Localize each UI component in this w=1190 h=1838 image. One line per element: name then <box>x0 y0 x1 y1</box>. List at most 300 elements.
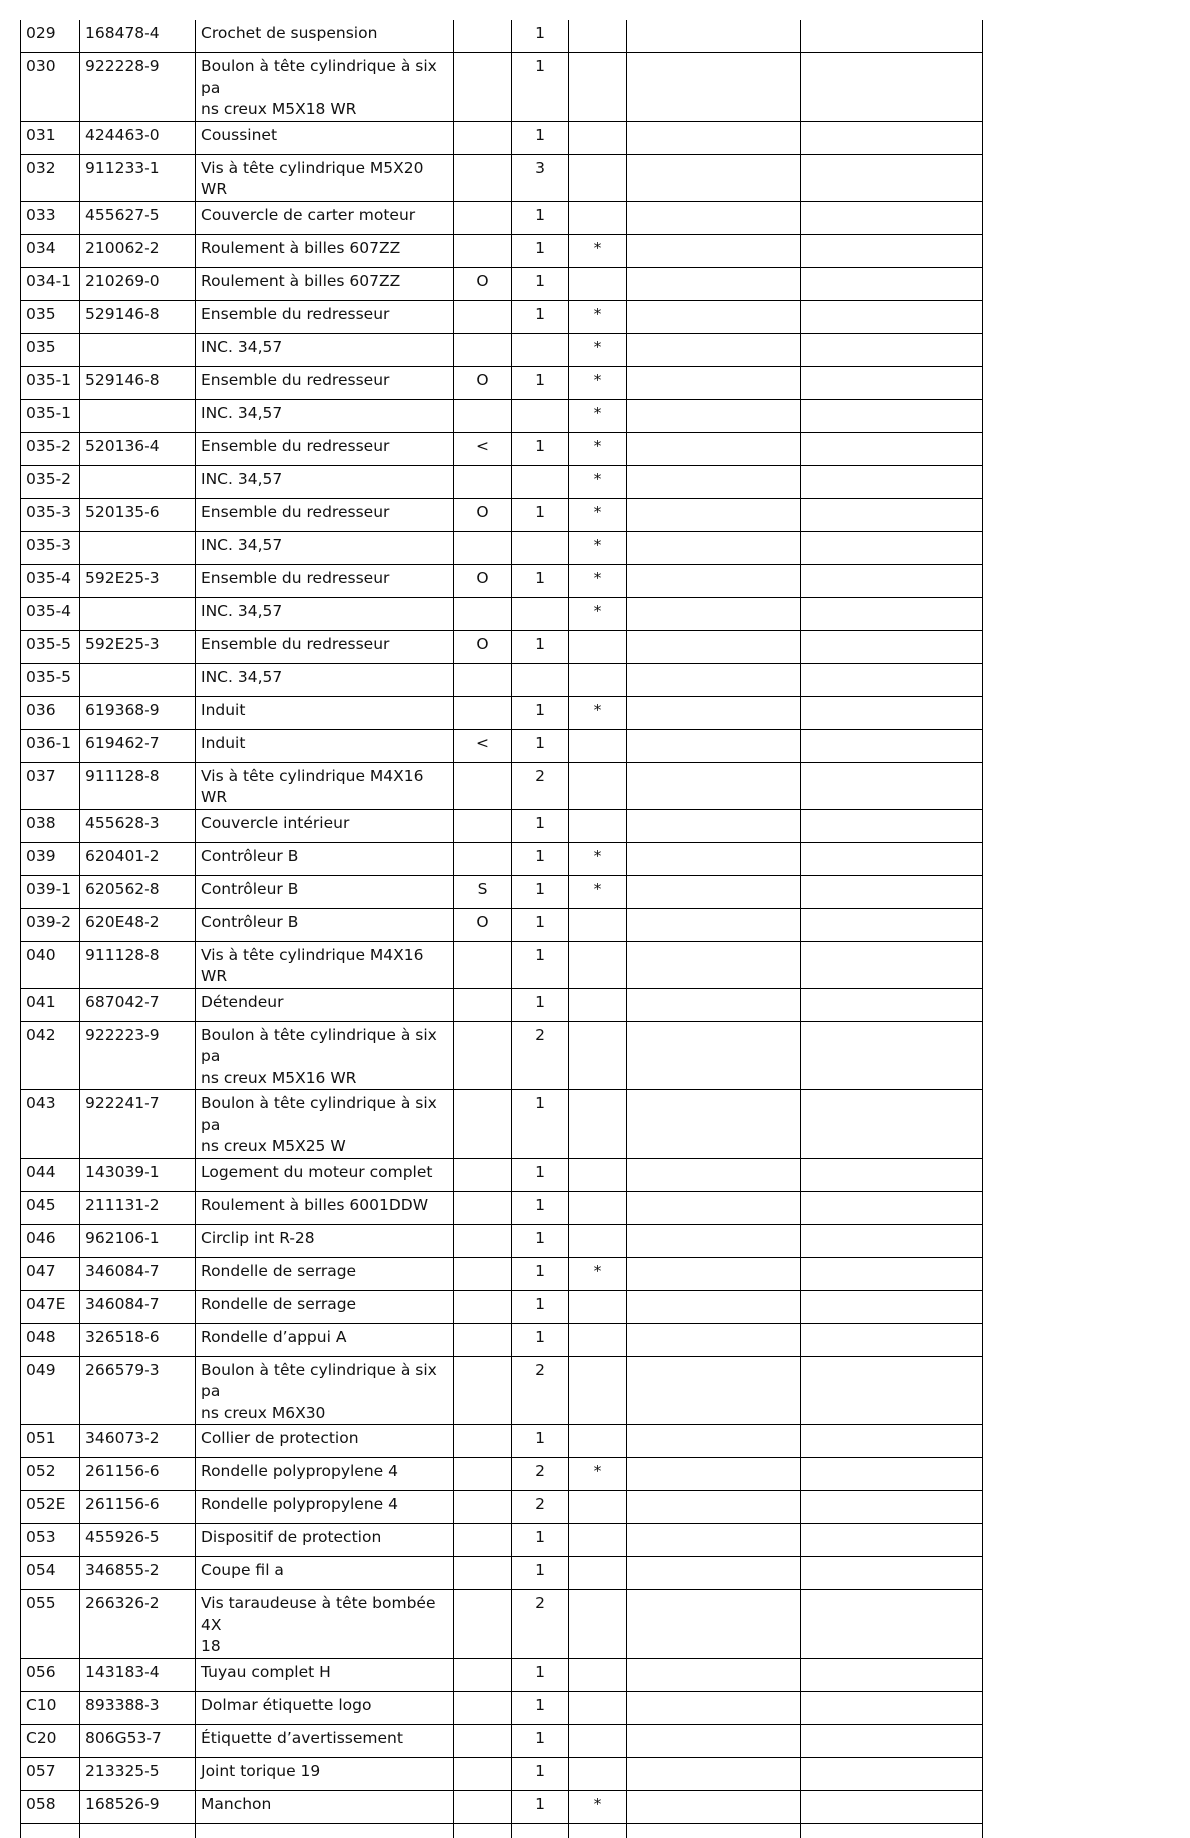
description-cell: INC. 34,57 <box>196 531 454 564</box>
part-number-cell: 346084-7 <box>80 1257 196 1290</box>
table-row <box>21 1257 983 1290</box>
description-cell: Étiquette d’avertissement <box>196 1724 454 1757</box>
item-number-cell: 056 <box>21 1658 80 1691</box>
empty-cell <box>801 729 983 762</box>
table-row <box>21 564 983 597</box>
empty-cell <box>627 1290 801 1323</box>
item-number-cell: 034-1 <box>21 267 80 300</box>
empty-cell <box>627 696 801 729</box>
item-number-cell: 031 <box>21 121 80 154</box>
note-mark-cell <box>569 762 627 809</box>
note-mark-cell: * <box>569 333 627 366</box>
empty-cell <box>627 630 801 663</box>
part-number-cell: 520135-6 <box>80 498 196 531</box>
indicator-cell: S <box>454 875 512 908</box>
table-row <box>21 201 983 234</box>
note-mark-cell: * <box>569 300 627 333</box>
empty-cell <box>627 1458 801 1491</box>
indicator-cell <box>454 20 512 53</box>
indicator-cell <box>454 465 512 498</box>
empty-cell <box>801 154 983 201</box>
indicator-cell <box>454 1658 512 1691</box>
empty-cell <box>627 1524 801 1557</box>
table-row <box>21 630 983 663</box>
quantity-cell <box>512 531 569 564</box>
empty-cell <box>627 1724 801 1757</box>
empty-cell <box>801 1524 983 1557</box>
note-mark-cell <box>569 1491 627 1524</box>
quantity-cell: 1 <box>512 267 569 300</box>
part-number-cell: 211131-2 <box>80 1191 196 1224</box>
quantity-cell: 1 <box>512 1557 569 1590</box>
note-mark-cell <box>569 121 627 154</box>
empty-cell <box>627 465 801 498</box>
description-cell: Dispositif de protection <box>196 1524 454 1557</box>
item-number-cell: 052E <box>21 1491 80 1524</box>
table-row <box>21 1658 983 1691</box>
indicator-cell: O <box>454 366 512 399</box>
note-mark-cell <box>569 1158 627 1191</box>
note-mark-cell <box>569 1224 627 1257</box>
note-mark-cell <box>569 1658 627 1691</box>
description-cell: Dolmar étiquette logo <box>196 1691 454 1724</box>
description-cell: Ensemble du redresseur <box>196 432 454 465</box>
description-cell: Ensemble du redresseur <box>196 498 454 531</box>
indicator-cell <box>454 1191 512 1224</box>
quantity-cell: 3 <box>512 154 569 201</box>
quantity-cell: 1 <box>512 908 569 941</box>
note-mark-cell <box>569 663 627 696</box>
note-mark-cell: * <box>569 875 627 908</box>
table-row <box>21 498 983 531</box>
description-cell: Vis à tête cylindrique M4X16 WR <box>196 762 454 809</box>
empty-cell <box>801 762 983 809</box>
description-cell: Vis taraudeuse à tête bombée 4X 18 <box>196 1590 454 1659</box>
item-number-cell: 032 <box>21 154 80 201</box>
note-mark-cell: * <box>569 1790 627 1823</box>
part-number-cell: 620401-2 <box>80 842 196 875</box>
item-number-cell: C10 <box>21 1691 80 1724</box>
table-row <box>21 300 983 333</box>
note-mark-cell <box>569 267 627 300</box>
indicator-cell: O <box>454 498 512 531</box>
part-number-cell: 346084-7 <box>80 1290 196 1323</box>
part-number-cell <box>80 465 196 498</box>
note-mark-cell <box>569 154 627 201</box>
quantity-cell: 1 <box>512 1290 569 1323</box>
part-number-cell: 687042-7 <box>80 988 196 1021</box>
empty-cell <box>627 1425 801 1458</box>
empty-cell <box>801 234 983 267</box>
indicator-cell <box>454 696 512 729</box>
indicator-cell <box>454 1290 512 1323</box>
part-number-cell: 266579-3 <box>80 1356 196 1425</box>
quantity-cell: 1 <box>512 1524 569 1557</box>
quantity-cell: 1 <box>512 809 569 842</box>
empty-cell <box>801 663 983 696</box>
empty-cell <box>627 20 801 53</box>
part-number-cell <box>80 597 196 630</box>
empty-cell <box>801 1823 983 1838</box>
part-number-cell: 592E25-3 <box>80 564 196 597</box>
note-mark-cell <box>569 1090 627 1159</box>
description-cell: Ensemble du redresseur <box>196 366 454 399</box>
indicator-cell: < <box>454 729 512 762</box>
item-number-cell: 030 <box>21 53 80 122</box>
empty-cell <box>801 1158 983 1191</box>
quantity-cell: 1 <box>512 366 569 399</box>
empty-cell <box>627 1257 801 1290</box>
note-mark-cell <box>569 630 627 663</box>
description-cell: Boulon à tête cylindrique à six pa ns creux M5X16 WR <box>196 1021 454 1090</box>
empty-cell <box>801 809 983 842</box>
description-cell: Ensemble du redresseur <box>196 630 454 663</box>
item-number-cell: 035-4 <box>21 597 80 630</box>
part-number-cell: 911128-8 <box>80 941 196 988</box>
table-row <box>21 1557 983 1590</box>
empty-cell <box>801 53 983 122</box>
quantity-cell: 1 <box>512 1323 569 1356</box>
table-row <box>21 729 983 762</box>
empty-cell <box>801 630 983 663</box>
empty-cell <box>801 1557 983 1590</box>
note-mark-cell <box>569 941 627 988</box>
indicator-cell: O <box>454 908 512 941</box>
note-mark-cell: * <box>569 842 627 875</box>
empty-cell <box>627 53 801 122</box>
empty-cell <box>627 201 801 234</box>
empty-cell <box>196 1823 454 1838</box>
table-row <box>21 988 983 1021</box>
part-number-cell: 529146-8 <box>80 300 196 333</box>
table-row <box>21 1290 983 1323</box>
empty-cell <box>627 1590 801 1659</box>
table-row <box>21 20 983 53</box>
item-number-cell: 040 <box>21 941 80 988</box>
note-mark-cell <box>569 908 627 941</box>
empty-cell <box>801 1491 983 1524</box>
empty-cell <box>801 333 983 366</box>
empty-cell <box>801 1290 983 1323</box>
part-number-cell <box>80 531 196 564</box>
empty-cell <box>627 1691 801 1724</box>
note-mark-cell <box>569 1557 627 1590</box>
indicator-cell <box>454 1524 512 1557</box>
description-cell: Roulement à billes 607ZZ <box>196 267 454 300</box>
empty-cell <box>801 1757 983 1790</box>
table-row <box>21 1691 983 1724</box>
empty-cell <box>801 1257 983 1290</box>
empty-cell <box>627 597 801 630</box>
table-row <box>21 1323 983 1356</box>
empty-cell <box>801 531 983 564</box>
empty-cell <box>801 432 983 465</box>
empty-cell <box>801 300 983 333</box>
empty-cell <box>801 1021 983 1090</box>
description-cell: Crochet de suspension <box>196 20 454 53</box>
item-number-cell: 041 <box>21 988 80 1021</box>
note-mark-cell: * <box>569 696 627 729</box>
empty-cell <box>627 564 801 597</box>
quantity-cell <box>512 597 569 630</box>
item-number-cell: 057 <box>21 1757 80 1790</box>
description-cell: Rondelle polypropylene 4 <box>196 1458 454 1491</box>
description-cell: Manchon <box>196 1790 454 1823</box>
indicator-cell <box>454 531 512 564</box>
item-number-cell: 046 <box>21 1224 80 1257</box>
quantity-cell <box>512 333 569 366</box>
item-number-cell: 042 <box>21 1021 80 1090</box>
quantity-cell: 1 <box>512 121 569 154</box>
item-number-cell: 054 <box>21 1557 80 1590</box>
table-row <box>21 154 983 201</box>
item-number-cell: 036-1 <box>21 729 80 762</box>
note-mark-cell: * <box>569 234 627 267</box>
table-row <box>21 531 983 564</box>
quantity-cell: 1 <box>512 498 569 531</box>
empty-cell <box>801 201 983 234</box>
empty-cell <box>801 399 983 432</box>
note-mark-cell: * <box>569 1458 627 1491</box>
quantity-cell: 1 <box>512 1724 569 1757</box>
empty-cell <box>454 1823 512 1838</box>
table-row <box>21 366 983 399</box>
table-row <box>21 234 983 267</box>
part-number-cell: 922223-9 <box>80 1021 196 1090</box>
empty-cell <box>627 663 801 696</box>
part-number-cell <box>80 333 196 366</box>
quantity-cell: 1 <box>512 432 569 465</box>
table-row <box>21 1425 983 1458</box>
empty-cell <box>627 762 801 809</box>
item-number-cell: 045 <box>21 1191 80 1224</box>
item-number-cell: 051 <box>21 1425 80 1458</box>
indicator-cell <box>454 399 512 432</box>
table-row <box>21 762 983 809</box>
part-number-cell: 520136-4 <box>80 432 196 465</box>
item-number-cell: 029 <box>21 20 80 53</box>
empty-cell <box>801 1425 983 1458</box>
table-row <box>21 1790 983 1823</box>
indicator-cell <box>454 941 512 988</box>
quantity-cell: 1 <box>512 729 569 762</box>
description-cell: INC. 34,57 <box>196 597 454 630</box>
empty-cell <box>627 333 801 366</box>
item-number-cell: 039-1 <box>21 875 80 908</box>
item-number-cell: 035-2 <box>21 465 80 498</box>
table-row <box>21 1757 983 1790</box>
quantity-cell: 1 <box>512 696 569 729</box>
note-mark-cell: * <box>569 531 627 564</box>
item-number-cell: 037 <box>21 762 80 809</box>
indicator-cell: O <box>454 564 512 597</box>
note-mark-cell <box>569 1323 627 1356</box>
part-number-cell: 266326-2 <box>80 1590 196 1659</box>
quantity-cell: 1 <box>512 842 569 875</box>
quantity-cell: 1 <box>512 1257 569 1290</box>
description-cell: Détendeur <box>196 988 454 1021</box>
quantity-cell: 2 <box>512 1458 569 1491</box>
note-mark-cell <box>569 1191 627 1224</box>
table-row <box>21 1524 983 1557</box>
quantity-cell: 2 <box>512 1356 569 1425</box>
part-number-cell: 143039-1 <box>80 1158 196 1191</box>
item-number-cell: 035-2 <box>21 432 80 465</box>
part-number-cell: 455926-5 <box>80 1524 196 1557</box>
description-cell: Coussinet <box>196 121 454 154</box>
part-number-cell <box>80 663 196 696</box>
note-mark-cell: * <box>569 597 627 630</box>
quantity-cell: 1 <box>512 1158 569 1191</box>
description-cell: Ensemble du redresseur <box>196 300 454 333</box>
part-number-cell: 168478-4 <box>80 20 196 53</box>
empty-cell <box>801 1090 983 1159</box>
item-number-cell: 058 <box>21 1790 80 1823</box>
quantity-cell <box>512 663 569 696</box>
table-row <box>21 1021 983 1090</box>
table-row <box>21 1158 983 1191</box>
indicator-cell <box>454 809 512 842</box>
empty-cell <box>627 234 801 267</box>
item-number-cell: 048 <box>21 1323 80 1356</box>
item-number-cell: 035-3 <box>21 531 80 564</box>
part-number-cell: 962106-1 <box>80 1224 196 1257</box>
empty-cell <box>627 399 801 432</box>
part-number-cell: 424463-0 <box>80 121 196 154</box>
indicator-cell: O <box>454 267 512 300</box>
indicator-cell <box>454 201 512 234</box>
table-row <box>21 696 983 729</box>
table-row <box>21 432 983 465</box>
part-number-cell: 619368-9 <box>80 696 196 729</box>
empty-cell <box>801 1191 983 1224</box>
quantity-cell: 1 <box>512 1790 569 1823</box>
table-row <box>21 121 983 154</box>
indicator-cell <box>454 53 512 122</box>
item-number-cell: 053 <box>21 1524 80 1557</box>
description-cell: Logement du moteur complet <box>196 1158 454 1191</box>
part-number-cell: 168526-9 <box>80 1790 196 1823</box>
note-mark-cell <box>569 729 627 762</box>
empty-cell <box>627 1658 801 1691</box>
part-number-cell: 806G53-7 <box>80 1724 196 1757</box>
note-mark-cell <box>569 1590 627 1659</box>
table-row <box>21 333 983 366</box>
empty-cell <box>801 875 983 908</box>
empty-cell <box>801 1356 983 1425</box>
item-number-cell: 047 <box>21 1257 80 1290</box>
item-number-cell: C20 <box>21 1724 80 1757</box>
part-number-cell: 326518-6 <box>80 1323 196 1356</box>
empty-cell <box>627 498 801 531</box>
empty-cell <box>801 1724 983 1757</box>
empty-cell <box>801 498 983 531</box>
empty-cell <box>627 809 801 842</box>
item-number-cell: 047E <box>21 1290 80 1323</box>
empty-cell <box>801 1224 983 1257</box>
empty-cell <box>801 696 983 729</box>
indicator-cell <box>454 1491 512 1524</box>
table-row <box>21 1724 983 1757</box>
quantity-cell: 1 <box>512 1757 569 1790</box>
table-row <box>21 842 983 875</box>
description-cell: Rondelle de serrage <box>196 1290 454 1323</box>
indicator-cell <box>454 1458 512 1491</box>
item-number-cell: 049 <box>21 1356 80 1425</box>
empty-cell <box>627 267 801 300</box>
part-number-cell: 620E48-2 <box>80 908 196 941</box>
quantity-cell <box>512 399 569 432</box>
quantity-cell: 1 <box>512 1224 569 1257</box>
parts-table <box>20 20 983 1838</box>
quantity-cell: 1 <box>512 300 569 333</box>
empty-cell <box>801 20 983 53</box>
item-number-cell: 035-1 <box>21 399 80 432</box>
indicator-cell: < <box>454 432 512 465</box>
indicator-cell <box>454 988 512 1021</box>
quantity-cell: 2 <box>512 1021 569 1090</box>
item-number-cell: 052 <box>21 1458 80 1491</box>
note-mark-cell <box>569 1724 627 1757</box>
description-cell: Coupe fil a <box>196 1557 454 1590</box>
note-mark-cell <box>569 1021 627 1090</box>
quantity-cell: 1 <box>512 988 569 1021</box>
empty-cell <box>627 1757 801 1790</box>
part-number-cell: 261156-6 <box>80 1458 196 1491</box>
item-number-cell: 035 <box>21 333 80 366</box>
note-mark-cell <box>569 1356 627 1425</box>
item-number-cell: 036 <box>21 696 80 729</box>
description-cell: Couvercle de carter moteur <box>196 201 454 234</box>
empty-cell <box>627 531 801 564</box>
empty-cell <box>801 1590 983 1659</box>
empty-cell <box>627 1557 801 1590</box>
description-cell: Couvercle intérieur <box>196 809 454 842</box>
indicator-cell <box>454 1590 512 1659</box>
table-row <box>21 875 983 908</box>
table-row <box>21 809 983 842</box>
note-mark-cell <box>569 988 627 1021</box>
description-cell: Vis à tête cylindrique M5X20 WR <box>196 154 454 201</box>
empty-cell <box>627 432 801 465</box>
empty-cell <box>801 941 983 988</box>
empty-cell <box>627 1090 801 1159</box>
indicator-cell <box>454 1425 512 1458</box>
description-cell: Roulement à billes 607ZZ <box>196 234 454 267</box>
part-number-cell: 455627-5 <box>80 201 196 234</box>
empty-cell <box>801 564 983 597</box>
empty-cell <box>627 988 801 1021</box>
indicator-cell <box>454 1724 512 1757</box>
quantity-cell: 1 <box>512 201 569 234</box>
quantity-cell <box>512 465 569 498</box>
description-cell: Boulon à tête cylindrique à six pa ns creux M6X30 <box>196 1356 454 1425</box>
note-mark-cell: * <box>569 465 627 498</box>
indicator-cell <box>454 1158 512 1191</box>
empty-cell <box>627 941 801 988</box>
empty-cell <box>627 1356 801 1425</box>
description-cell: Contrôleur B <box>196 842 454 875</box>
item-number-cell: 035-5 <box>21 663 80 696</box>
description-cell: Induit <box>196 729 454 762</box>
part-number-cell: 911233-1 <box>80 154 196 201</box>
quantity-cell: 1 <box>512 941 569 988</box>
indicator-cell <box>454 1224 512 1257</box>
empty-cell <box>801 121 983 154</box>
note-mark-cell: * <box>569 366 627 399</box>
empty-cell <box>627 300 801 333</box>
part-number-cell: 529146-8 <box>80 366 196 399</box>
